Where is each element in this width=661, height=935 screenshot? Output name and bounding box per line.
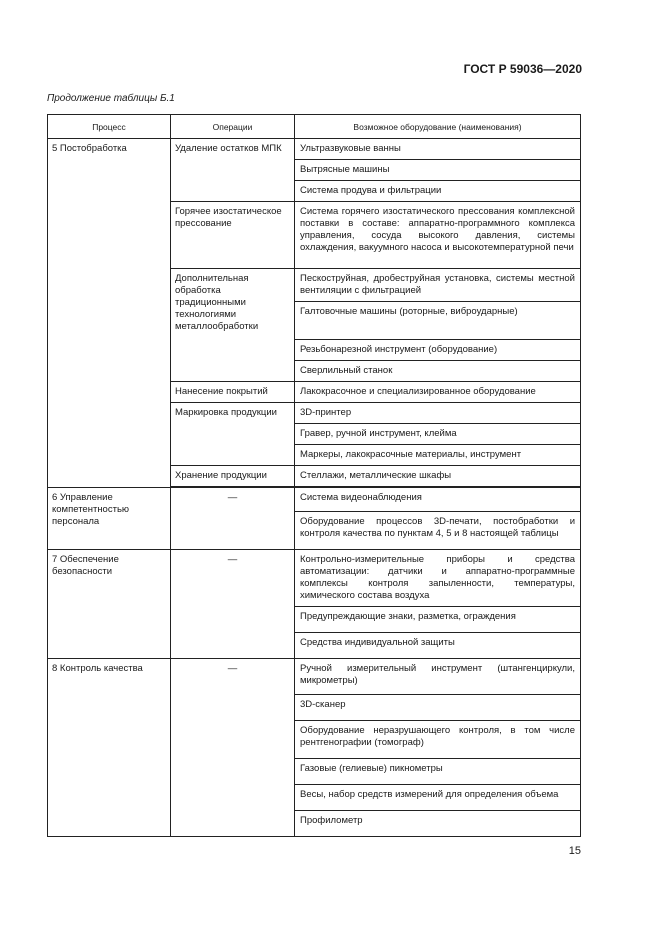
equipment-cell: Система горячего изостатического прессования комплексной поставки в составе: аппаратно-программного комплекса управления, сосуда высокого давления, системы охлаждения, вакуумного насоса и высокотемпературной печи bbox=[295, 202, 581, 269]
equipment-cell: Гравер, ручной инструмент, клейма bbox=[295, 424, 581, 445]
equipment-cell: Профилометр bbox=[295, 811, 581, 837]
equipment-cell: Система продува и фильтрации bbox=[295, 181, 581, 202]
equipment-cell: Галтовочные машины (роторные, виброударные) bbox=[295, 302, 581, 340]
equipment-cell: Ручной измерительный инструмент (штангенциркули, микрометры) bbox=[295, 659, 581, 695]
equipment-table bbox=[47, 114, 581, 837]
operation-cell: Нанесение покрытий bbox=[171, 382, 295, 403]
equipment-cell: Резьбонарезной инструмент (оборудование) bbox=[295, 340, 581, 361]
equipment-cell: Оборудование неразрушающего контроля, в том числе рентгенографии (томограф) bbox=[295, 721, 581, 759]
equipment-cell: 3D-принтер bbox=[295, 403, 581, 424]
page-number: 15 bbox=[568, 845, 581, 857]
equipment-cell: Средства индивидуальной защиты bbox=[295, 633, 581, 659]
operation-cell: Дополнительная обработка традиционными технологиями металлообработки bbox=[171, 269, 295, 382]
process-cell: 6 Управление компетентностью персонала bbox=[48, 488, 171, 550]
equipment-cell: Ультразвуковые ванны bbox=[295, 139, 581, 160]
operation-cell: Удаление остатков МПК bbox=[171, 139, 295, 202]
equipment-cell: Сверлильный станок bbox=[295, 361, 581, 382]
process-cell: 8 Контроль качества bbox=[48, 659, 171, 837]
operation-cell: Горячее изостатическое прессование bbox=[171, 202, 295, 269]
equipment-cell: Газовые (гелиевые) пикнометры bbox=[295, 759, 581, 785]
operation-cell: — bbox=[171, 659, 295, 837]
column-header-process: Процесс bbox=[48, 115, 171, 139]
table-header-row bbox=[48, 115, 581, 139]
operation-cell: — bbox=[171, 550, 295, 659]
process-cell: 5 Постобработка bbox=[48, 139, 171, 488]
column-header-equipment: Возможное оборудование (наименования) bbox=[295, 115, 581, 139]
equipment-cell: Система видеонаблюдения bbox=[295, 488, 581, 512]
equipment-cell: Лакокрасочное и специализированное оборудование bbox=[295, 382, 581, 403]
equipment-cell: Вытрясные машины bbox=[295, 160, 581, 181]
equipment-cell: Пескоструйная, дробеструйная установка, системы местной вентиляции с фильтрацией bbox=[295, 269, 581, 302]
operation-cell: — bbox=[171, 488, 295, 550]
equipment-cell: Весы, набор средств измерений для определения объема bbox=[295, 785, 581, 811]
operation-cell: Маркировка продукции bbox=[171, 403, 295, 466]
standard-number: ГОСТ Р 59036—2020 bbox=[463, 62, 582, 76]
operation-cell: Хранение продукции bbox=[171, 466, 295, 487]
equipment-cell: Оборудование процессов 3D-печати, постобработки и контроля качества по пунктам 4, 5 и 8 настоящей таблицы bbox=[295, 512, 581, 550]
equipment-cell: Маркеры, лакокрасочные материалы, инструмент bbox=[295, 445, 581, 466]
equipment-cell: Предупреждающие знаки, разметка, ограждения bbox=[295, 607, 581, 633]
process-cell: 7 Обеспечение безопасности bbox=[48, 550, 171, 659]
table-continuation-caption: Продолжение таблицы Б.1 bbox=[47, 93, 175, 104]
column-header-operations: Операции bbox=[171, 115, 295, 139]
equipment-cell: 3D-сканер bbox=[295, 695, 581, 721]
equipment-cell: Стеллажи, металлические шкафы bbox=[295, 466, 581, 487]
equipment-cell: Контрольно-измерительные приборы и средства автоматизации: датчики и аппаратно-программные комплексы контроля запыленности, температуры, химического состава воздуха bbox=[295, 550, 581, 607]
